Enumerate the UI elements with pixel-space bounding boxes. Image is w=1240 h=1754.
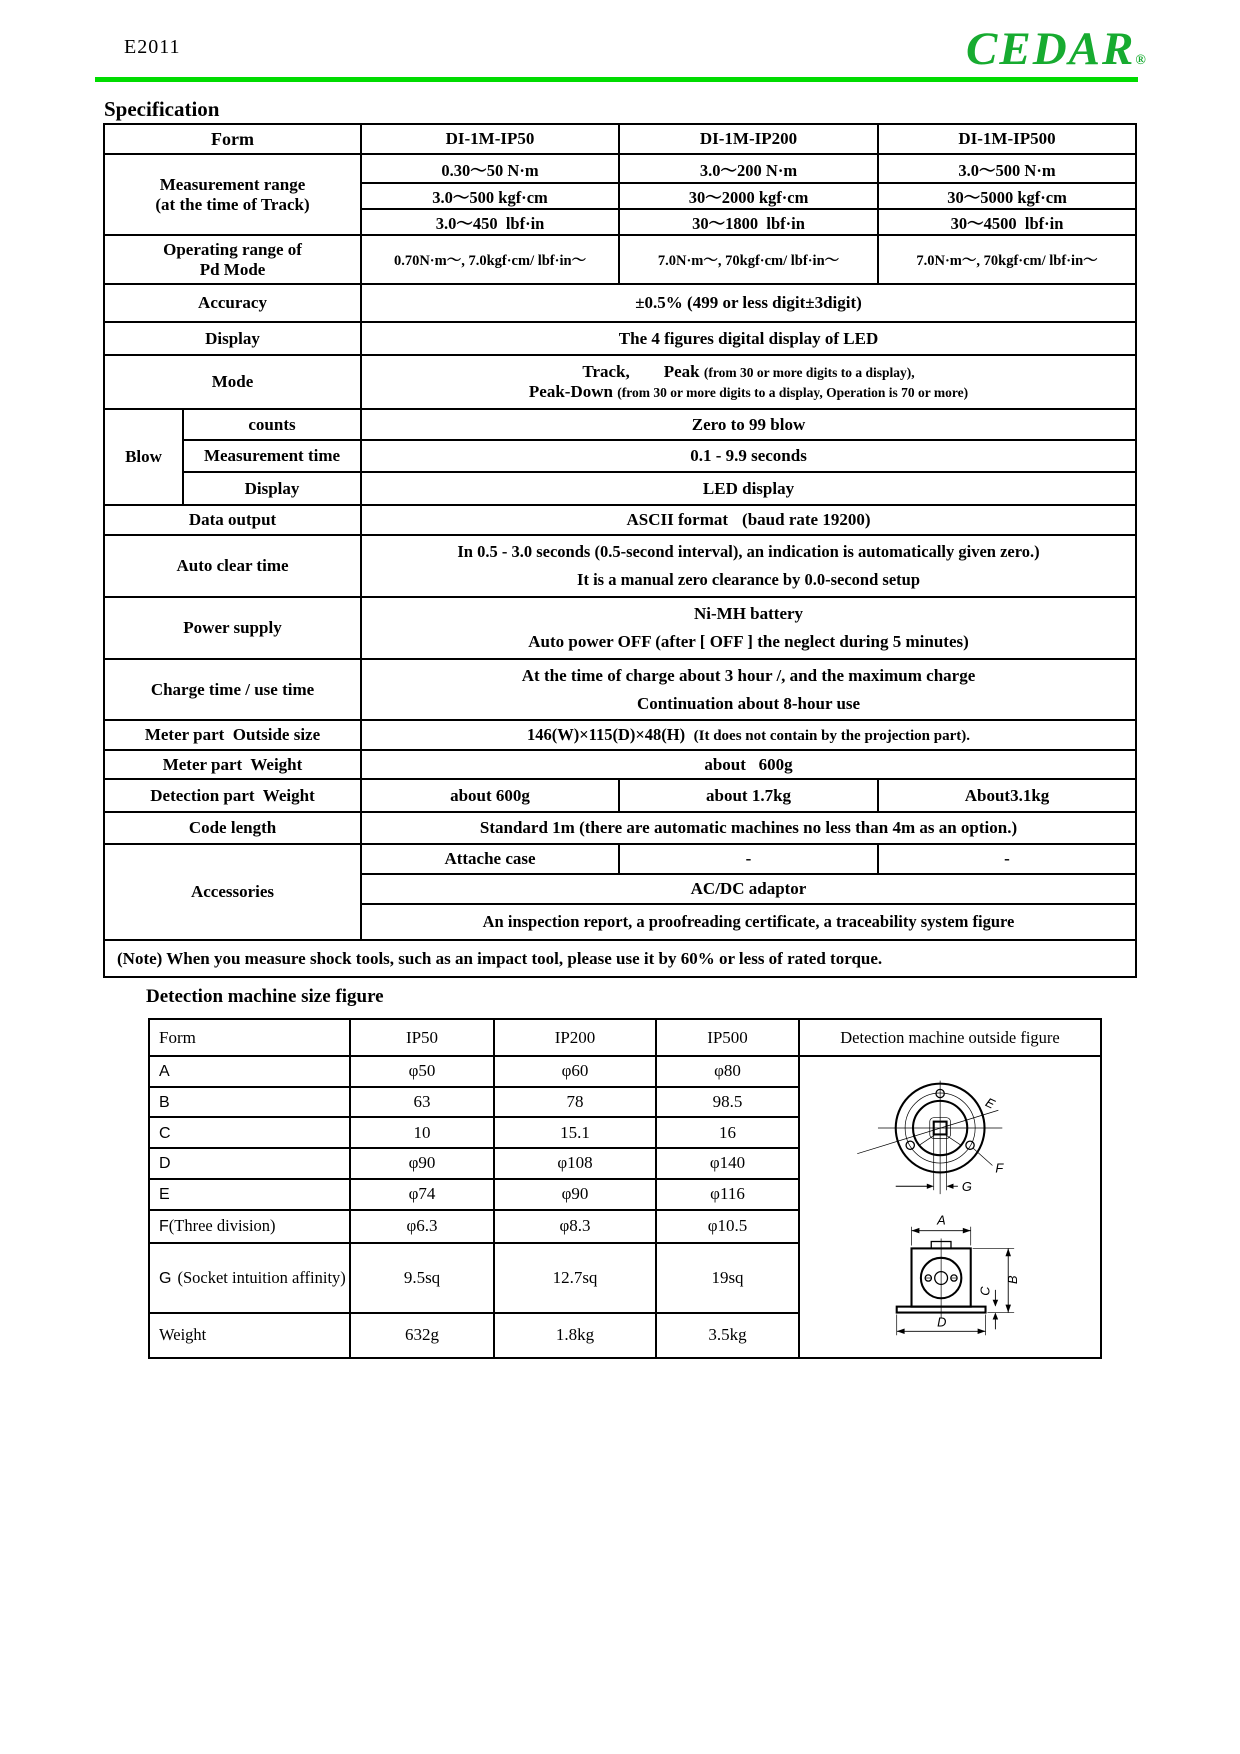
dim-label-b: B xyxy=(1005,1275,1021,1284)
table-row xyxy=(104,409,1136,440)
row-label-detection-weight: Detection part Weight xyxy=(104,779,361,812)
section-title-specification: Specification xyxy=(104,97,220,121)
table-row xyxy=(104,472,1136,505)
section-title-size-figure: Detection machine size figure xyxy=(146,986,384,1007)
row-label-blow: Blow xyxy=(104,409,183,505)
size-c-ip50: 10 xyxy=(350,1117,494,1148)
size-a-ip500: φ80 xyxy=(656,1056,799,1087)
model-ip50: DI-1M-IP50 xyxy=(361,124,619,154)
operating-ip50: 0.70N·m〜, 7.0kgf·cm/ lbf·in〜 xyxy=(361,235,619,284)
size-b-ip500: 98.5 xyxy=(656,1087,799,1118)
size-b-ip50: 63 xyxy=(350,1087,494,1118)
table-row xyxy=(104,940,1136,977)
table-row xyxy=(149,1056,1101,1087)
table-row xyxy=(104,844,1136,874)
detection-weight-ip500: About3.1kg xyxy=(878,779,1136,812)
bolt-hole-icon xyxy=(906,1141,914,1149)
operating-ip200: 7.0N·m〜, 70kgf·cm/ lbf·in〜 xyxy=(619,235,878,284)
size-row-label-weight: Weight xyxy=(149,1313,350,1358)
size-g-ip50: 9.5sq xyxy=(350,1243,494,1313)
blow-display-value: LED display xyxy=(361,472,1136,505)
dim-label-d: D xyxy=(937,1314,947,1330)
mode-value: Track, Peak (from 30 or more digits to a display), Peak-Down (from 30 or more digits to a display, Operation is 70 or more) xyxy=(361,355,1136,409)
accessories-adaptor: AC/DC adaptor xyxy=(361,874,1136,904)
blow-measurement-time-value: 0.1 - 9.9 seconds xyxy=(361,440,1136,472)
size-weight-ip200: 1.8kg xyxy=(494,1313,656,1358)
specification-table xyxy=(103,123,1137,978)
note-text: (Note) When you measure shock tools, such as an impact tool, please use it by 60% or less of rated torque. xyxy=(104,940,1136,977)
model-ip500: DI-1M-IP500 xyxy=(878,124,1136,154)
document-code: E2011 xyxy=(124,36,181,58)
table-row xyxy=(104,505,1136,535)
meter-outside-size-value: 146(W)×115(D)×48(H) (It does not contain by the projection part). xyxy=(361,720,1136,750)
accuracy-value: ±0.5% (499 or less digit±3digit) xyxy=(361,284,1136,322)
charge-time-value: At the time of charge about 3 hour /, and the maximum charge Continuation about 8-hour use xyxy=(361,659,1136,720)
measurement-lbfin-ip200: 30〜1800 lbf·in xyxy=(619,209,878,235)
size-c-ip500: 16 xyxy=(656,1117,799,1148)
table-row xyxy=(104,154,1136,183)
size-header-figure: Detection machine outside figure xyxy=(799,1019,1101,1056)
power-supply-value: Ni-MH battery Auto power OFF (after [ OFF ] the neglect during 5 minutes) xyxy=(361,597,1136,659)
registered-mark-icon: ® xyxy=(1135,53,1146,68)
size-b-ip200: 78 xyxy=(494,1087,656,1118)
row-label-operating-range: Operating range of Pd Mode xyxy=(104,235,361,284)
dim-label-g: G xyxy=(961,1179,972,1195)
row-label-meter-weight: Meter part Weight xyxy=(104,750,361,779)
size-d-ip500: φ140 xyxy=(656,1148,799,1179)
row-label-display: Display xyxy=(104,322,361,355)
detection-weight-ip50: about 600g xyxy=(361,779,619,812)
measurement-lbfin-ip50: 3.0〜450 lbf·in xyxy=(361,209,619,235)
row-label-meter-outside-size: Meter part Outside size xyxy=(104,720,361,750)
dim-label-c: C xyxy=(977,1286,993,1296)
row-label-blow-counts: counts xyxy=(183,409,361,440)
size-a-ip200: φ60 xyxy=(494,1056,656,1087)
table-row xyxy=(104,750,1136,779)
row-label-blow-measurement-time: Measurement time xyxy=(183,440,361,472)
table-row xyxy=(104,659,1136,720)
measurement-nm-ip500: 3.0〜500 N·m xyxy=(878,154,1136,183)
table-row xyxy=(104,355,1136,409)
outline-drawing-cell xyxy=(799,1056,1101,1358)
cedar-logo-text: CEDAR xyxy=(966,23,1136,75)
data-output-value: ASCII format (baud rate 19200) xyxy=(361,505,1136,535)
table-row xyxy=(104,812,1136,844)
size-row-label-d: D xyxy=(149,1148,350,1179)
size-header-form: Form xyxy=(149,1019,350,1056)
size-e-ip200: φ90 xyxy=(494,1179,656,1210)
table-row xyxy=(104,235,1136,284)
size-weight-ip500: 3.5kg xyxy=(656,1313,799,1358)
dim-label-e: E xyxy=(983,1094,998,1112)
size-row-label-b: B xyxy=(149,1087,350,1118)
size-weight-ip50: 632g xyxy=(350,1313,494,1358)
size-table xyxy=(148,1018,1102,1359)
display-value: The 4 figures digital display of LED xyxy=(361,322,1136,355)
size-f-ip500: φ10.5 xyxy=(656,1210,799,1244)
size-header-ip50: IP50 xyxy=(350,1019,494,1056)
table-row xyxy=(104,597,1136,659)
size-e-ip50: φ74 xyxy=(350,1179,494,1210)
measurement-nm-ip50: 0.30〜50 N·m xyxy=(361,154,619,183)
row-label-data-output: Data output xyxy=(104,505,361,535)
dim-label-a: A xyxy=(937,1212,946,1228)
table-row xyxy=(104,124,1136,154)
dim-label-f: F xyxy=(995,1160,1004,1176)
measurement-nm-ip200: 3.0〜200 N·m xyxy=(619,154,878,183)
measurement-kgfcm-ip200: 30〜2000 kgf·cm xyxy=(619,183,878,209)
row-label-charge-time: Charge time / use time xyxy=(104,659,361,720)
row-label-power-supply: Power supply xyxy=(104,597,361,659)
top-view-drawing xyxy=(857,1081,1004,1195)
code-length-value: Standard 1m (there are automatic machines no less than 4m as an option.) xyxy=(361,812,1136,844)
row-label-auto-clear: Auto clear time xyxy=(104,535,361,597)
table-row xyxy=(104,535,1136,597)
accessories-dash-ip500: - xyxy=(878,844,1136,874)
row-label-measurement-range: Measurement range (at the time of Track) xyxy=(104,154,361,235)
outline-drawing xyxy=(801,1057,1099,1352)
size-g-ip200: 12.7sq xyxy=(494,1243,656,1313)
detection-weight-ip200: about 1.7kg xyxy=(619,779,878,812)
meter-weight-value: about 600g xyxy=(361,750,1136,779)
size-c-ip200: 15.1 xyxy=(494,1117,656,1148)
model-ip200: DI-1M-IP200 xyxy=(619,124,878,154)
table-row xyxy=(104,322,1136,355)
size-f-ip200: φ8.3 xyxy=(494,1210,656,1244)
measurement-kgfcm-ip50: 3.0〜500 kgf·cm xyxy=(361,183,619,209)
auto-clear-value: In 0.5 - 3.0 seconds (0.5-second interval), an indication is automatically given zero.) It is a manual zero clearance by 0.0-second setup xyxy=(361,535,1136,597)
size-row-label-c: C xyxy=(149,1117,350,1148)
size-row-label-f: F(Three division) xyxy=(149,1210,350,1244)
row-label-code-length: Code length xyxy=(104,812,361,844)
accessories-documents: An inspection report, a proofreading certificate, a traceability system figure xyxy=(361,904,1136,940)
table-row xyxy=(104,779,1136,812)
accessories-dash-ip200: - xyxy=(619,844,878,874)
size-row-label-e: E xyxy=(149,1179,350,1210)
side-view-drawing xyxy=(897,1213,1020,1336)
row-label-blow-display: Display xyxy=(183,472,361,505)
table-row xyxy=(149,1019,1101,1056)
header-rule xyxy=(95,77,1138,82)
size-f-ip50: φ6.3 xyxy=(350,1210,494,1244)
row-label-form: Form xyxy=(104,124,361,154)
bolt-hole-icon xyxy=(966,1141,974,1149)
size-g-ip500: 19sq xyxy=(656,1243,799,1313)
table-row xyxy=(104,284,1136,322)
size-header-ip500: IP500 xyxy=(656,1019,799,1056)
blow-counts-value: Zero to 99 blow xyxy=(361,409,1136,440)
size-d-ip50: φ90 xyxy=(350,1148,494,1179)
size-row-label-a: A xyxy=(149,1056,350,1087)
measurement-lbfin-ip500: 30〜4500 lbf·in xyxy=(878,209,1136,235)
table-row xyxy=(104,720,1136,750)
size-row-label-g: G (Socket intuition affinity) xyxy=(149,1243,350,1313)
row-label-accessories: Accessories xyxy=(104,844,361,940)
operating-ip500: 7.0N·m〜, 70kgf·cm/ lbf·in〜 xyxy=(878,235,1136,284)
accessories-attache-case: Attache case xyxy=(361,844,619,874)
row-label-mode: Mode xyxy=(104,355,361,409)
table-row xyxy=(104,440,1136,472)
row-label-accuracy: Accuracy xyxy=(104,284,361,322)
size-d-ip200: φ108 xyxy=(494,1148,656,1179)
cedar-logo xyxy=(966,22,1146,76)
measurement-kgfcm-ip500: 30〜5000 kgf·cm xyxy=(878,183,1136,209)
size-header-ip200: IP200 xyxy=(494,1019,656,1056)
size-a-ip50: φ50 xyxy=(350,1056,494,1087)
size-e-ip500: φ116 xyxy=(656,1179,799,1210)
